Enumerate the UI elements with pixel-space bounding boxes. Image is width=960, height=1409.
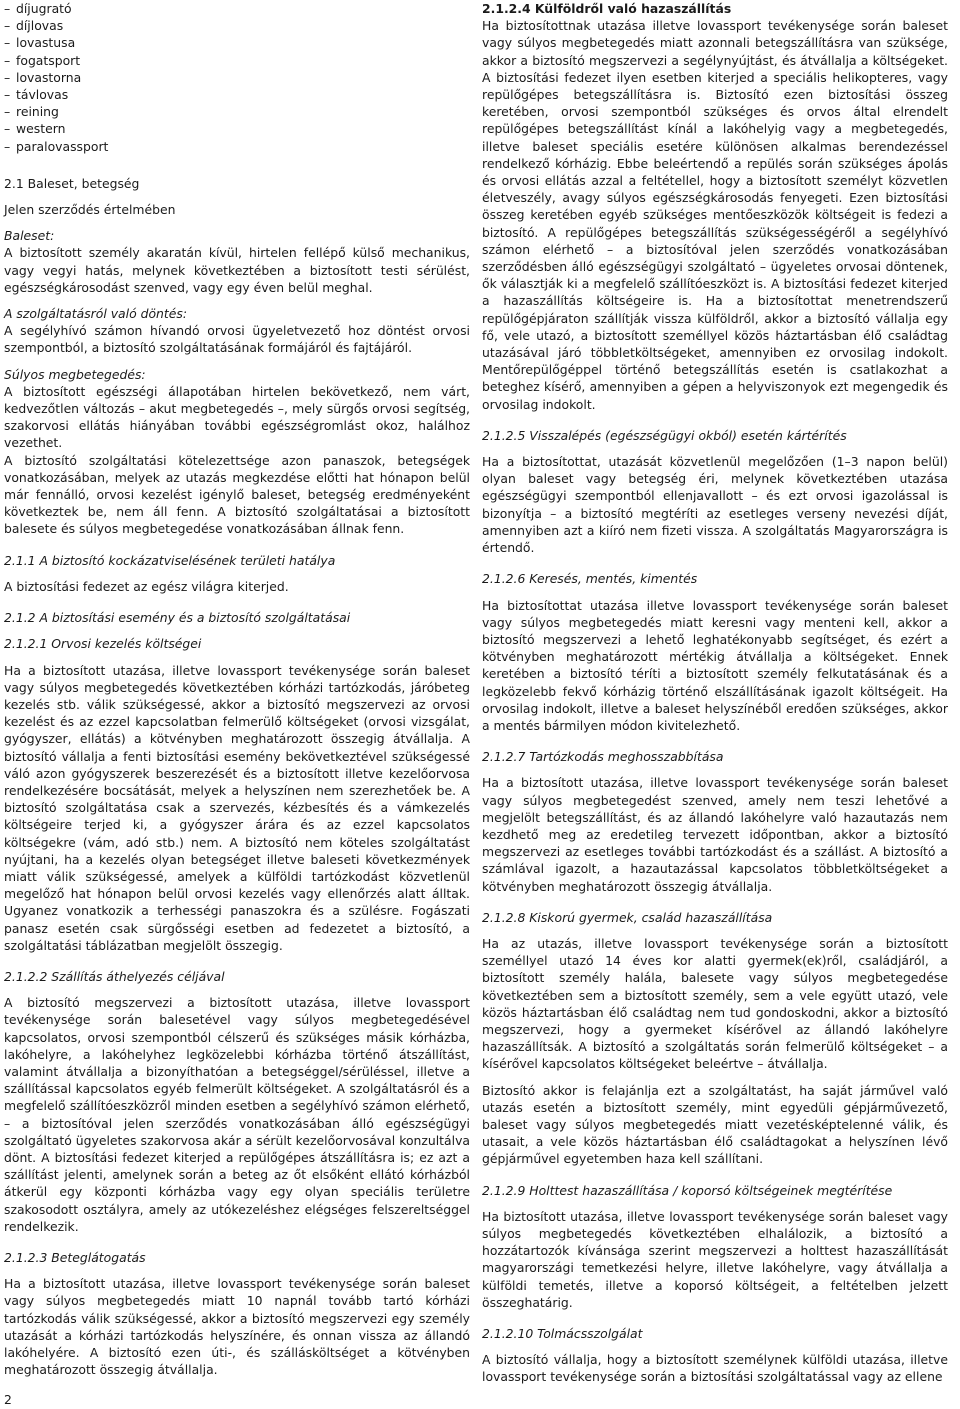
section-heading: 2.1.2.1 Orvosi kezelés költségei [4,636,202,652]
section-heading: 2.1.1 A biztosító kockázatviselésének területi hatálya [4,552,336,568]
paragraph: A biztosítási fedezet az egész világra kiterjed. [4,578,289,594]
section-heading: 2.1.2.4 Külföldről való hazaszállítás [482,1,732,16]
list-item: – western [4,120,470,137]
paragraph: Ha biztosítottnak utazása illetve lovassport tevékenysége során baleset vagy súlyos megbetegedés miatt azonnali betegszállításra van szüksége, akkor a biztosító megszervezi a segélynyújtást, és átvállalja a költségeket. A biztosítási fedezet ilyen esetben kiterjed a speciális helikopteres, vagy repülőgépes betegszállításra is. Biztosító ezen biztosítási összeg keretében, orvosi szempontból szükséges és orvos által elrendelt repülőgépes betegszállítást kínál a lakóhelyig vagy a megbetegedés, illetve baleset speciális esetére különösen alkalmas berendezéssel rendelkező kórházig. Ebbe beleértendő a repülés során szükséges ápolás és orvosi ellátás azzal a feltétellel, hogy a biztosított személyt közvetlen életveszély, avagy súlyos egészségkárosodás fenyegeti. Ezen biztosítási összeg keretében egyéb szükséges mentőeszközök költségeit is fedezi a biztosító. A repülőgépes betegszállítás szükségességéről a segélyhívó számon elérhető – a biztosítóval jelen szerződés vonatkozásában szerződésben álló egészségügyi szolgáltató – ügyeletes orvosai döntenek, ők választják ki a megfelelő szállítóeszközt is. A biztosítási fedezet kiterjed a hazaszállítás költségeire is. Ha a biztosítottat menetrendszerű repülőgépjáraton szállítják vissza külföldről, akkor a biztosító vállalja egy fő, vele utazó, a biztosított személlyel közös háztartásban élő családtag utazásával járó többletköltségeket, amennyiben ez orvosilag indokolt. Mentőrepülőgéppel történő betegszállítás esetén is csatlakozhat a beteghez kísérő, amennyiben a gépen a helyviszonyok ezt megengedik és orvosilag indokolt. [482,18,948,412]
definition-label: Baleset: [4,228,55,244]
paragraph: Ha az utazás, illetve lovassport tevékenysége során a biztosított személlyel utazó 14 éves kor alatti gyermek(ek)ről, családjáról, a biztosított személy halála, balesete vagy súlyos megbetegedése következtében sem a biztosított személy, sem a vele együtt utazó, vele közös háztartásban élő családtag nem tud gondoskodni, akkor a biztosító megszervezi, hogy a gyermeket kísérővel az állandó lakóhelyre hazaszállítsák. A biztosító a szolgáltatás során felmerülő költségeket – a kísérővel kapcsolatos költségeket beleértve – átvállalja. [482,935,948,1072]
definition-label: Súlyos megbetegedés: [4,366,146,382]
definition-label: A szolgáltatásról való döntés: [4,306,188,322]
paragraph: Biztosító akkor is felajánlja ezt a szolgáltatást, ha saját járművel való utazás esetén a biztosított személy, mint egyedüli gépjárművezető, baleset vagy súlyos megbetegedés miatt vezetésképtelenné válik, és utasait, a vele közös háztartásban élő családtagokat a helyszínen lévő gépjárművel egyetemben haza kell szállítani. [482,1082,948,1167]
list-item: – lovastusa [4,34,470,51]
right-column [482,0,948,1386]
page-number: 2 [4,1392,12,1407]
section-heading: 2.1 Baleset, betegség [4,175,140,191]
list-item: – fogatsport [4,52,470,69]
section-heading: 2.1.2.9 Holttest hazaszállítása / koporsó költségeinek megtérítése [482,1182,893,1198]
list-item: – reining [4,103,470,120]
paragraph: A biztosító megszervezi a biztosított utazása, illetve lovassport tevékenysége során balesetével vagy súlyos megbetegedésével kapcsolatos, orvosi szempontból célszerű és szükséges másik kórházba, lakóhelyre, a lakóhelyhez legközelebbi kórházba történő átszállítást, valamint átvállalja a bizonyíthatóan a betegséggel/sérüléssel, illetve a szállítással kapcsolatos egyéb felmerült költségeket. A szolgáltatásról és a megfelelő szállítóeszközről minden esetben a segélyhívó számon elérhető, – a biztosítóval jelen szerződés vonatkozásában álló egészségügyi szolgáltató ügyeletes szakorvosa akár a sérült kezelőorvosával konzultálva dönt. A biztosítási fedezet kiterjed a repülőgépes átszállításra is; ez azt a szállítást jelenti, amelynek során a beteg az őt elsőként ellátó kórházból átkerül egy központi kórházba vagy egy olyan speciális területre szakosodott osztályra, amely az utókezeléshez elégséges felszereltséggel rendelkezik. [4,995,470,1234]
list-item: – díjlovas [4,17,470,34]
list-item: – lovastorna [4,69,470,86]
section-heading: 2.1.2.8 Kiskorú gyermek, család hazaszállítása [482,909,773,925]
discipline-list [4,0,470,155]
list-item: – paralovassport [4,138,470,155]
section-heading: 2.1.2.7 Tartózkodás meghosszabbítása [482,749,724,765]
list-item: – távlovas [4,86,470,103]
section-heading: 2.1.2.3 Beteglátogatás [4,1250,146,1265]
paragraph: Ha a biztosított utazása, illetve lovassport tevékenysége során baleset vagy súlyos megbetegedés következtében kórházi tartózkodás, járóbeteg kezelés stb. válik szükségessé, akkor a biztosító megszervezi az orvosi kezelést és az ezzel kapcsolatban felmerülő költségeket (orvosi vizsgálat, gyógyszer, ellátás) a kötvényben meghatározott összegig átvállalja. A biztosító vállalja a fenti biztosítási esemény bekövetkeztével szükségessé váló azon gyógyszerek beszerezését és a biztosított illetve kezelőorvosa rendelkezésére bocsátását, melyek a helyszínen nem szerezhetőek be. A biztosító szolgáltatása csak a szervezés, kézbesítés és a vámkezelés költségeire terjed ki, a gyógyszer árára és az ezzel kapcsolatos költségekre (vám, adó stb.) nem. A biztosító nem köteles szolgáltatást nyújtani, ha a kezelés olyan betegséget illetve baleseti következmények miatt válik szükségessé, amelyek a külföldi tartózkodást közvetlenül megelőző hat hónapon belül orvosi kezelés vagy ellenőrzés alatt álltak. Ugyanez vonatkozik a terhességi panaszokra és a szülésre. Fogászati panasz esetén csak sürgősségi esetben ad fedezetet a biztosító, a szolgáltatási táblázatban megjelölt összegig. [4,662,470,953]
paragraph: A biztosított egészségi állapotában hirtelen bekövetkező, nem várt, kedvezőtlen változás – akut megbetegedés –, mely sürgős orvosi segítség, szakorvosi ellátás hiányában további egészségromlást okoz, halálhoz vezethet. [4,383,470,451]
paragraph: Ha biztosítottat utazása illetve lovassport tevékenysége során baleset vagy súlyos megbetegedés miatt keresni vagy menteni kell, akkor a biztosító megszervezi a lehető leghatékonyabb segítséget, és ezért a kötvényben meghatározott mértékig átvállalja a költségeket. Ennek keretében a biztosító téríti a biztosított személy felkutatásának és a legközelebb fekvő kórházig történő elszállításának igazolt költségeit. Ha orvosilag indokolt, illetve a baleset helyszínéből eredően szükséges, akkor a mentés bármilyen módon kivitelezhető. [482,597,948,733]
section-heading: 2.1.2.5 Visszalépés (egészségügyi okból) esetén kártérítés [482,427,847,443]
paragraph: A biztosító vállalja, hogy a biztosított személynek külföldi utazása, illetve lovassport tevékenysége során a biztosítási szolgáltatással vagy az ellene [482,1352,948,1385]
paragraph: Ha biztosított utazása, illetve lovassport tevékenysége során baleset vagy súlyos megbetegedés következtében elhalálozik, a biztosító a hozzátartozók kívánsága szerint megszervezi a holttest hazaszállítását magyarországi temetkezési helyre, illetve lakóhelyre, vagy átvállalja a külföldi temetés, illetve a koporsó költségeit, a feltételben jelzett összeghatárig. [482,1208,948,1310]
section-subheading: Jelen szerződés értelmében [4,202,176,218]
paragraph: Ha a biztosítottat, utazását közvetlenül megelőzően (1–3 napon belül) olyan baleset vagy betegség éri, melynek következtében utazása egészségügyi szempontból ellenjavallott – és ezt orvosi igazolással is bizonyítja – a biztosító megtéríti az esetleges verseny nevezési díját, amennyiben azt a kiíró nem fizeti vissza. A szolgáltatás Magyarországra is értendő. [482,454,948,556]
section-heading: 2.1.2.2 Szállítás áthelyezés céljával [4,968,225,984]
section-heading: 2.1.2 A biztosítási esemény és a biztosító szolgáltatásai [4,610,351,626]
section-heading: 2.1.2.10 Tolmácsszolgálat [482,1326,643,1342]
paragraph: A segélyhívó számon hívandó orvosi ügyeletvezető hoz döntést orvosi szempontból, a biztosító szolgáltatásának formájáról és fajtájáról. [4,323,470,356]
paragraph: A biztosított személy akaratán kívül, hirtelen fellépő külső mechanikus, vagy vegyi hatás, melynek következtében a biztosított testi sérülést, egészségkárosodást szenved, vagy egy éven belül meghal. [4,245,470,295]
list-item: – díjugrató [4,0,470,17]
paragraph: A biztosító szolgáltatási kötelezettsége azon panaszok, betegségek vonatkozásában, melyek az utazás megkezdése előtti hat hónapon belül már fennálló, orvosi kezelést igénylő baleset, betegség eredményeként következtek be, nem áll fenn. A biztosító szolgáltatásai a biztosított balesete és súlyos megbetegedése vonatkozásában állnak fenn. [4,452,470,537]
paragraph: Ha a biztosított utazása, illetve lovassport tevékenysége során baleset vagy súlyos megbetegedés miatt 10 napnál tovább tartó kórházi tartózkodás válik szükségessé, akkor a biztosító megszervezi egy személy utazását a kórházi tartózkodás helyszínére, és onnan vissza az állandó lakóhelyére. A biztosító ezen úti-, és szállásköltséget a kötvényben meghatározott összegig átvállalja. [4,1276,470,1378]
paragraph: Ha a biztosított utazása, illetve lovassport tevékenysége során baleset vagy súlyos megbetegedést szenved, amely nem teszi lehetővé a megjelölt betegszállítást, és az állandó lakóhelyre való hazautazás nem kezdhető meg az eredetileg tervezett időpontban, akkor a biztosító megszervezi az esetleges további tartózkodást és a szállást. A biztosító a számlával igazolt, a hazautazással kapcsolatos többletköltségeket a kötvényben meghatározott összegig átvállalja. [482,775,948,894]
section-heading: 2.1.2.6 Keresés, mentés, kimentés [482,571,698,587]
left-column [4,0,470,1378]
